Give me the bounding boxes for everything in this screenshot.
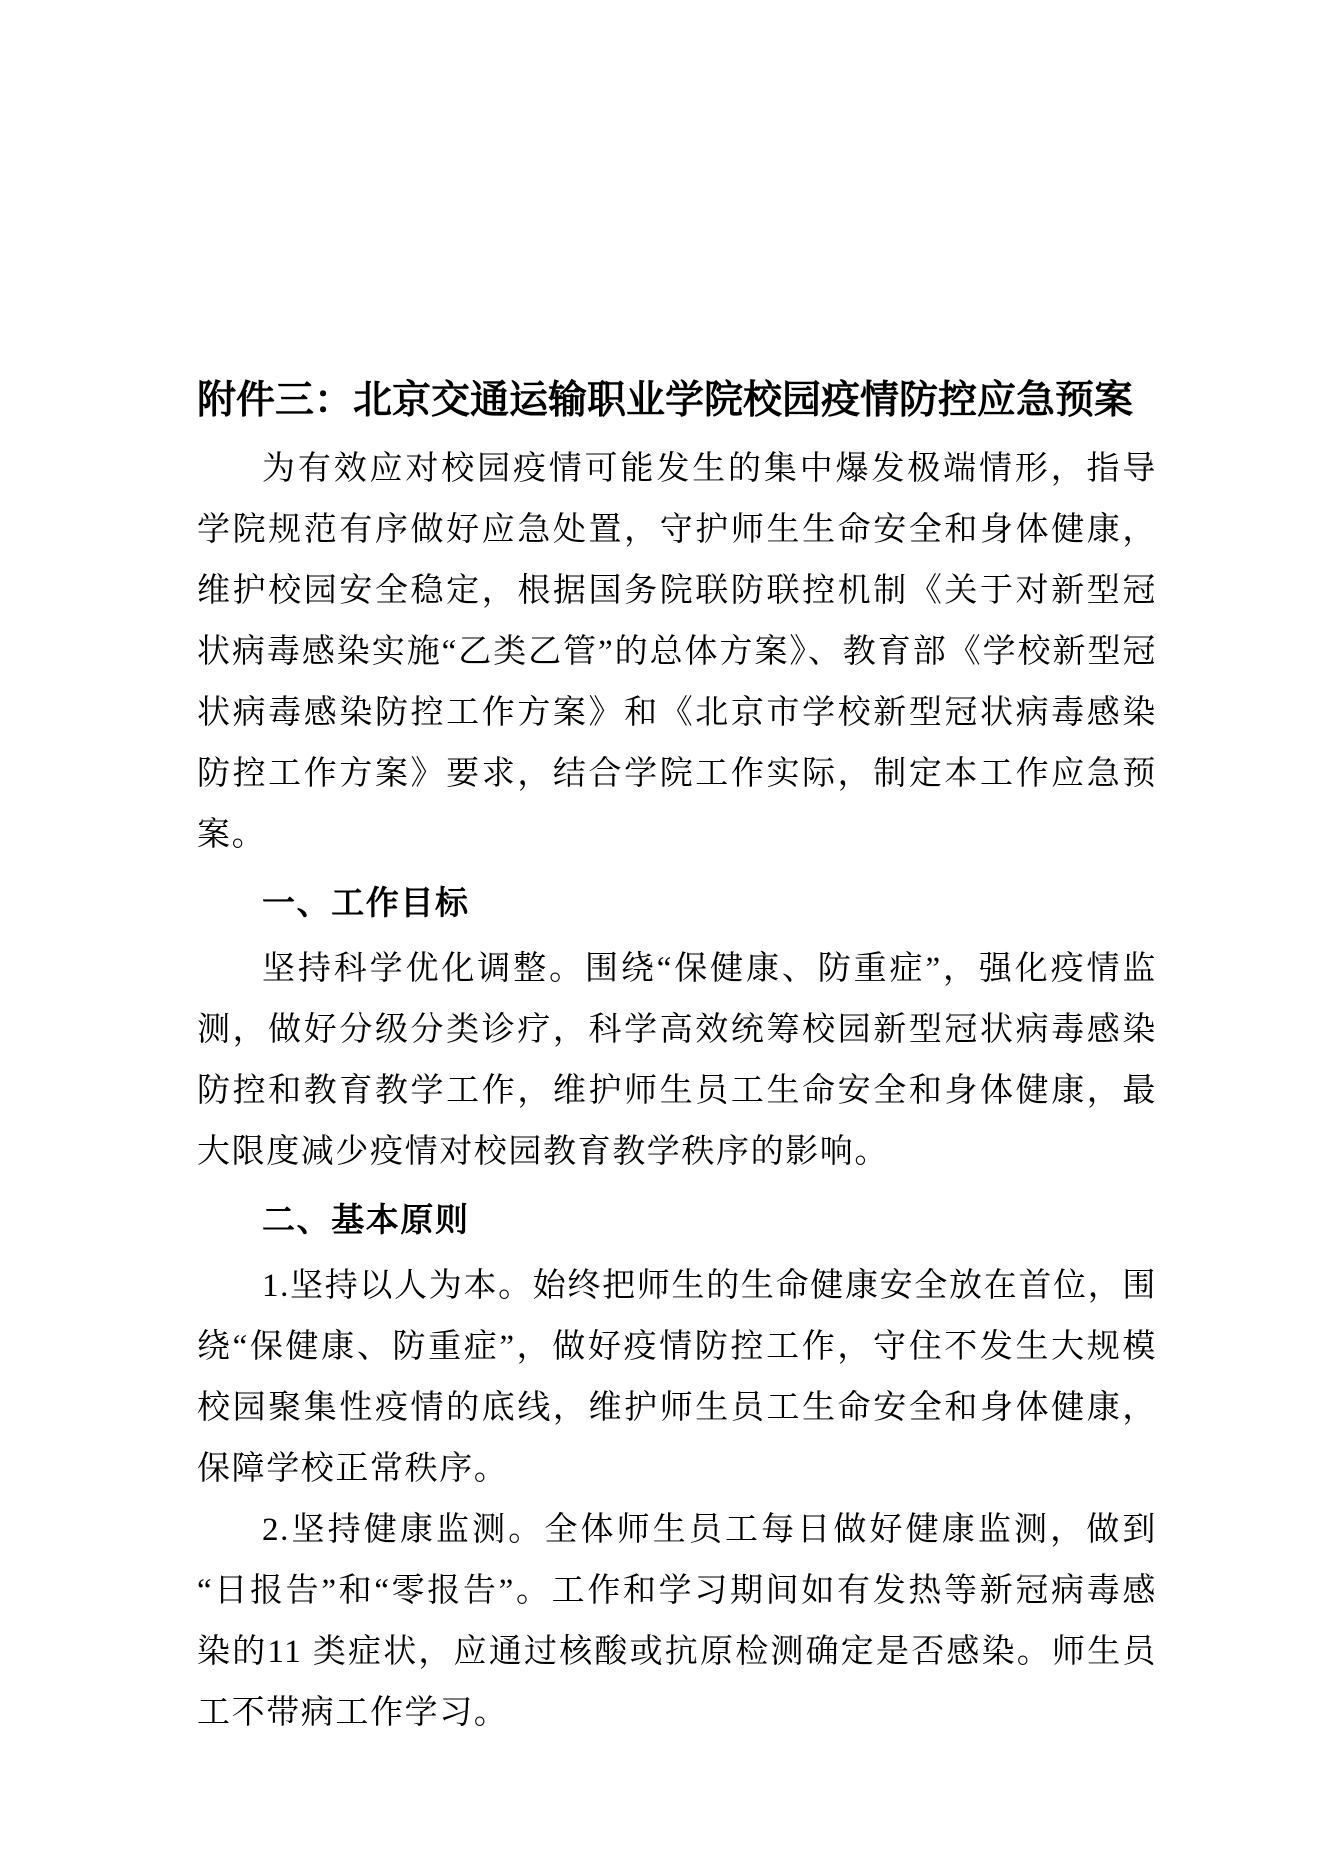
document-title: 附件三：北京交通运输职业学院校园疫情防控应急预案 bbox=[197, 379, 1134, 422]
section-1-heading: 一、工作目标 bbox=[262, 883, 470, 921]
principle-2-paragraph: 2.坚持健康监测。全体师生员工每日做好健康监测，做到“日报告”和“零报告”。工作和学习期间如有发热等新冠病毒感染的11 类症状，应通过核酸或抗原检测确定是否感染。师生员工不带病工作学习。 bbox=[197, 1511, 1157, 1731]
section-2-heading: 二、基本原则 bbox=[262, 1200, 470, 1238]
principle-1-paragraph: 1.坚持以人为本。始终把师生的生命健康安全放在首位，围绕“保健康、防重症”，做好疫情防控工作，守住不发生大规模校园聚集性疫情的底线，维护师生员工生命安全和身体健康，保障学校正常秩序。 bbox=[197, 1267, 1157, 1487]
intro-paragraph: 为有效应对校园疫情可能发生的集中爆发极端情形，指导学院规范有序做好应急处置，守护师生生命安全和身体健康，维护校园安全稳定，根据国务院联防联控机制《关于对新型冠状病毒感染实施“乙类乙管”的总体方案》、教育部《学校新型冠状病毒感染防控工作方案》和《北京市学校新型冠状病毒感染防控工作方案》要求，结合学院工作实际，制定本工作应急预案。 bbox=[197, 450, 1157, 853]
section-1-paragraph: 坚持科学优化调整。围绕“保健康、防重症”，强化疫情监测，做好分级分类诊疗，科学高效统筹校园新型冠状病毒感染防控和教育教学工作，维护师生员工生命安全和身体健康，最大限度减少疫情对校园教育教学秩序的影响。 bbox=[197, 950, 1157, 1170]
